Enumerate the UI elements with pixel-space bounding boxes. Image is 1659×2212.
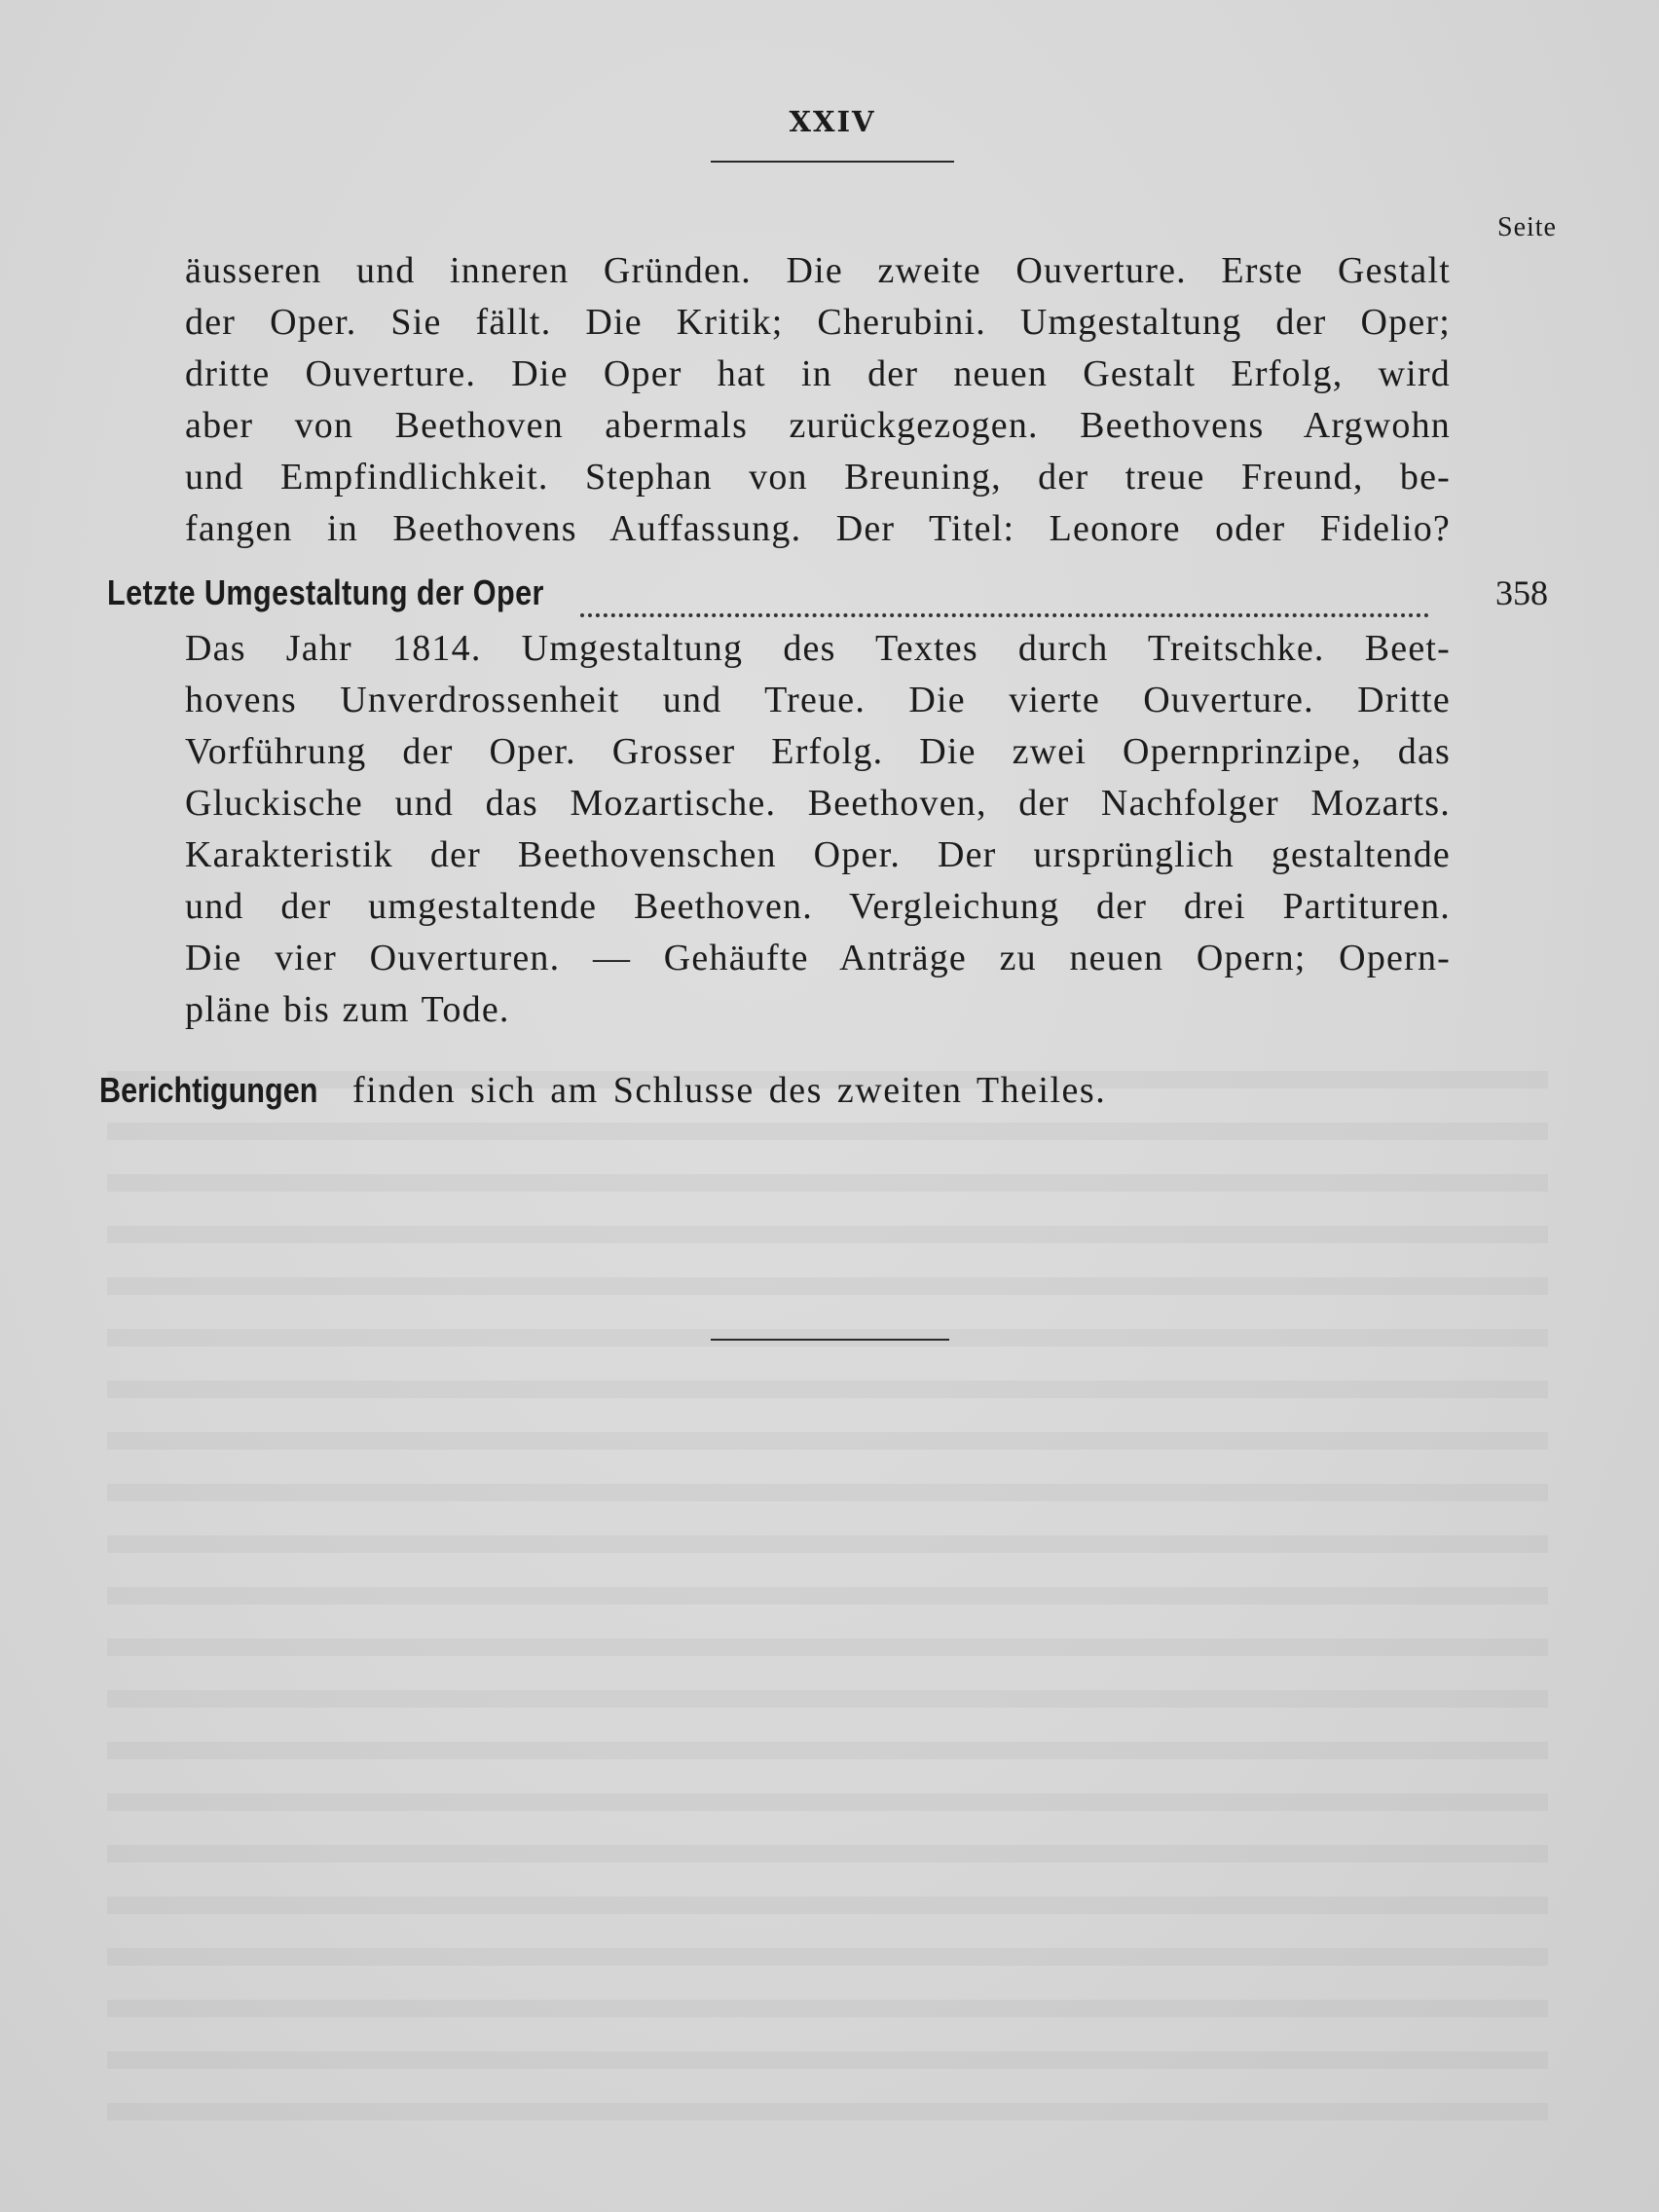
toc-entry-page-number: 358	[1495, 573, 1548, 612]
text-line: Vorführung der Oper. Grosser Erfolg. Die zwei Opernprinzipe, das	[185, 731, 1451, 772]
errata-notice	[99, 1069, 1106, 1112]
text-line: und der umgestaltende Beethoven. Vergleichung der drei Partituren.	[185, 886, 1451, 927]
text-line: der Oper. Sie fällt. Die Kritik; Cherubini. Umgestaltung der Oper;	[185, 302, 1451, 343]
text-line: Das Jahr 1814. Umgestaltung des Textes durch Treitschke. Beet-	[185, 628, 1451, 669]
text-line: dritte Ouverture. Die Oper hat in der neuen Gestalt Erfolg, wird	[185, 353, 1451, 394]
text-line: Karakteristik der Beethovenschen Oper. Der ursprünglich gestaltende	[185, 834, 1451, 875]
toc-entry	[107, 572, 1548, 627]
header-rule	[711, 161, 954, 163]
text-line: hovens Unverdrossenheit und Treue. Die vierte Ouverture. Dritte	[185, 680, 1451, 720]
text-line: fangen in Beethovens Auffassung. Der Titel: Leonore oder Fidelio?	[185, 508, 1451, 549]
entry-description-paragraph	[185, 623, 1451, 1036]
errata-heading: Berichtigungen	[99, 1070, 318, 1110]
text-line: pläne bis zum Tode.	[185, 989, 510, 1030]
text-line: Gluckische und das Mozartische. Beethoven, der Nachfolger Mozarts.	[185, 783, 1451, 824]
seite-column-label: Seite	[1497, 212, 1557, 242]
text-line: äusseren und inneren Gründen. Die zweite Ouverture. Erste Gestalt	[185, 250, 1451, 291]
show-through-texture	[107, 1071, 1548, 2122]
errata-text: finden sich am Schlusse des zweiten Theiles.	[352, 1070, 1107, 1111]
text-line: aber von Beethoven abermals zurückgezogen. Beethovens Argwohn	[185, 405, 1451, 446]
text-line: und Empfindlichkeit. Stephan von Breuning, der treue Freund, be-	[185, 457, 1451, 498]
end-rule	[711, 1339, 949, 1341]
dot-leader	[580, 612, 1429, 617]
continuation-paragraph	[185, 245, 1451, 555]
text-line: Die vier Ouverturen. — Gehäufte Anträge zu neuen Opern; Opern-	[185, 938, 1451, 978]
toc-entry-title: Letzte Umgestaltung der Oper	[107, 572, 544, 612]
page-number: XXIV	[789, 105, 876, 138]
